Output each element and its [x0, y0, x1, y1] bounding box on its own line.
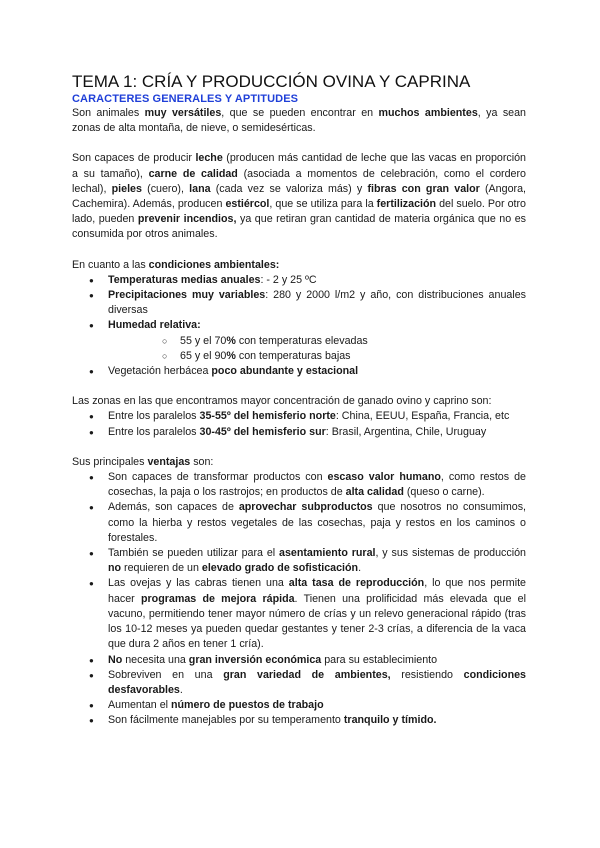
advantages-intro: Sus principales ventajas son: — [72, 455, 214, 468]
list-item: ○ 65 y el 90% con temperaturas bajas — [108, 349, 526, 364]
advantages-list — [72, 470, 526, 728]
page-title: TEMA 1: CRÍA Y PRODUCCIÓN OVINA Y CAPRINA — [72, 72, 471, 91]
spacer — [72, 379, 526, 394]
list-item: ● Precipitaciones muy variables: 280 y 2000 l/m2 y año, con distribuciones anuales diversas — [72, 288, 526, 318]
zones-intro: Las zonas en las que encontramos mayor concentración de ganado ovino y caprino son: — [72, 395, 492, 408]
list-item: ● Además, son capaces de aprovechar subproductos que nosotros no consumimos, como la hierba y restos vegetales de las cosechas, paja y restos en los caminos o forestales. — [72, 500, 526, 546]
spacer — [72, 440, 526, 455]
list-item: ● Son capaces de transformar productos con escaso valor humano, como restos de cosechas, la paja o los rastrojos; en productos de alta calidad (queso o carne). — [72, 470, 526, 500]
humidity-sublist — [108, 334, 526, 364]
zones-list — [72, 409, 526, 439]
list-item: ● Entre los paralelos 35-55º del hemisferio norte: China, EEUU, España, Francia, etc — [72, 409, 526, 424]
list-item: ● Sobreviven en una gran variedad de ambientes, resistiendo condiciones desfavorables. — [72, 668, 526, 698]
list-item: ● Temperaturas medias anuales: - 2 y 25 ºC — [72, 273, 526, 288]
intro-paragraph: Son animales muy versátiles, que se pueden encontrar en muchos ambientes, ya sean zonas de alta montaña, de nieve, o semidesérticas. — [72, 107, 527, 135]
section-heading: CARACTERES GENERALES Y APTITUDES — [72, 93, 299, 105]
document-page — [72, 72, 526, 729]
list-item: ● Las ovejas y las cabras tienen una alta tasa de reproducción, lo que nos permite hacer programas de mejora rápida. Tienen una prolificidad más elevada que el vacuno, permitiendo tener mayor número de crías y un relevo generacional rápido (tras los 10-12 meses ya pueden quedar gestantes y tener 2-3 crías, a diferencia de la vaca que dura 2 años en tener 1 cría). — [72, 576, 526, 652]
conditions-list — [72, 273, 526, 379]
list-item: ● Vegetación herbácea poco abundante y estacional — [72, 364, 526, 379]
products-paragraph: Son capaces de producir leche (producen más cantidad de leche que las vacas en proporción a su tamaño), carne de calidad (asociada a momentos de celebración, como el cordero lechal), pieles (cuero), lana (cada vez se valoriza más) y fibras con gran valor (Angora, Cachemira). Además, producen estiércol, que se utiliza para la fertilización del suelo. Por otro lado, pueden prevenir incendios, ya que retiran gran cantidad de materia orgánica que no es consumida por otros animales. — [72, 152, 527, 241]
spacer — [72, 243, 526, 258]
spacer — [72, 136, 526, 151]
list-item: ● Humedad relativa: ○ 55 y el 70% con temperaturas elevadas ○ 65 y el 90% con temperaturas bajas — [72, 318, 526, 364]
list-item: ● Son fácilmente manejables por su temperamento tranquilo y tímido. — [72, 713, 526, 728]
list-item: ● No necesita una gran inversión económica para su establecimiento — [72, 653, 526, 668]
list-item: ● Aumentan el número de puestos de trabajo — [72, 698, 526, 713]
list-item: ● Entre los paralelos 30-45º del hemisferio sur: Brasil, Argentina, Chile, Uruguay — [72, 425, 526, 440]
list-item: ● También se pueden utilizar para el asentamiento rural, y sus sistemas de producción no requieren de un elevado grado de sofisticación. — [72, 546, 526, 576]
conditions-intro: En cuanto a las condiciones ambientales: — [72, 258, 280, 271]
list-item: ○ 55 y el 70% con temperaturas elevadas — [108, 334, 526, 349]
